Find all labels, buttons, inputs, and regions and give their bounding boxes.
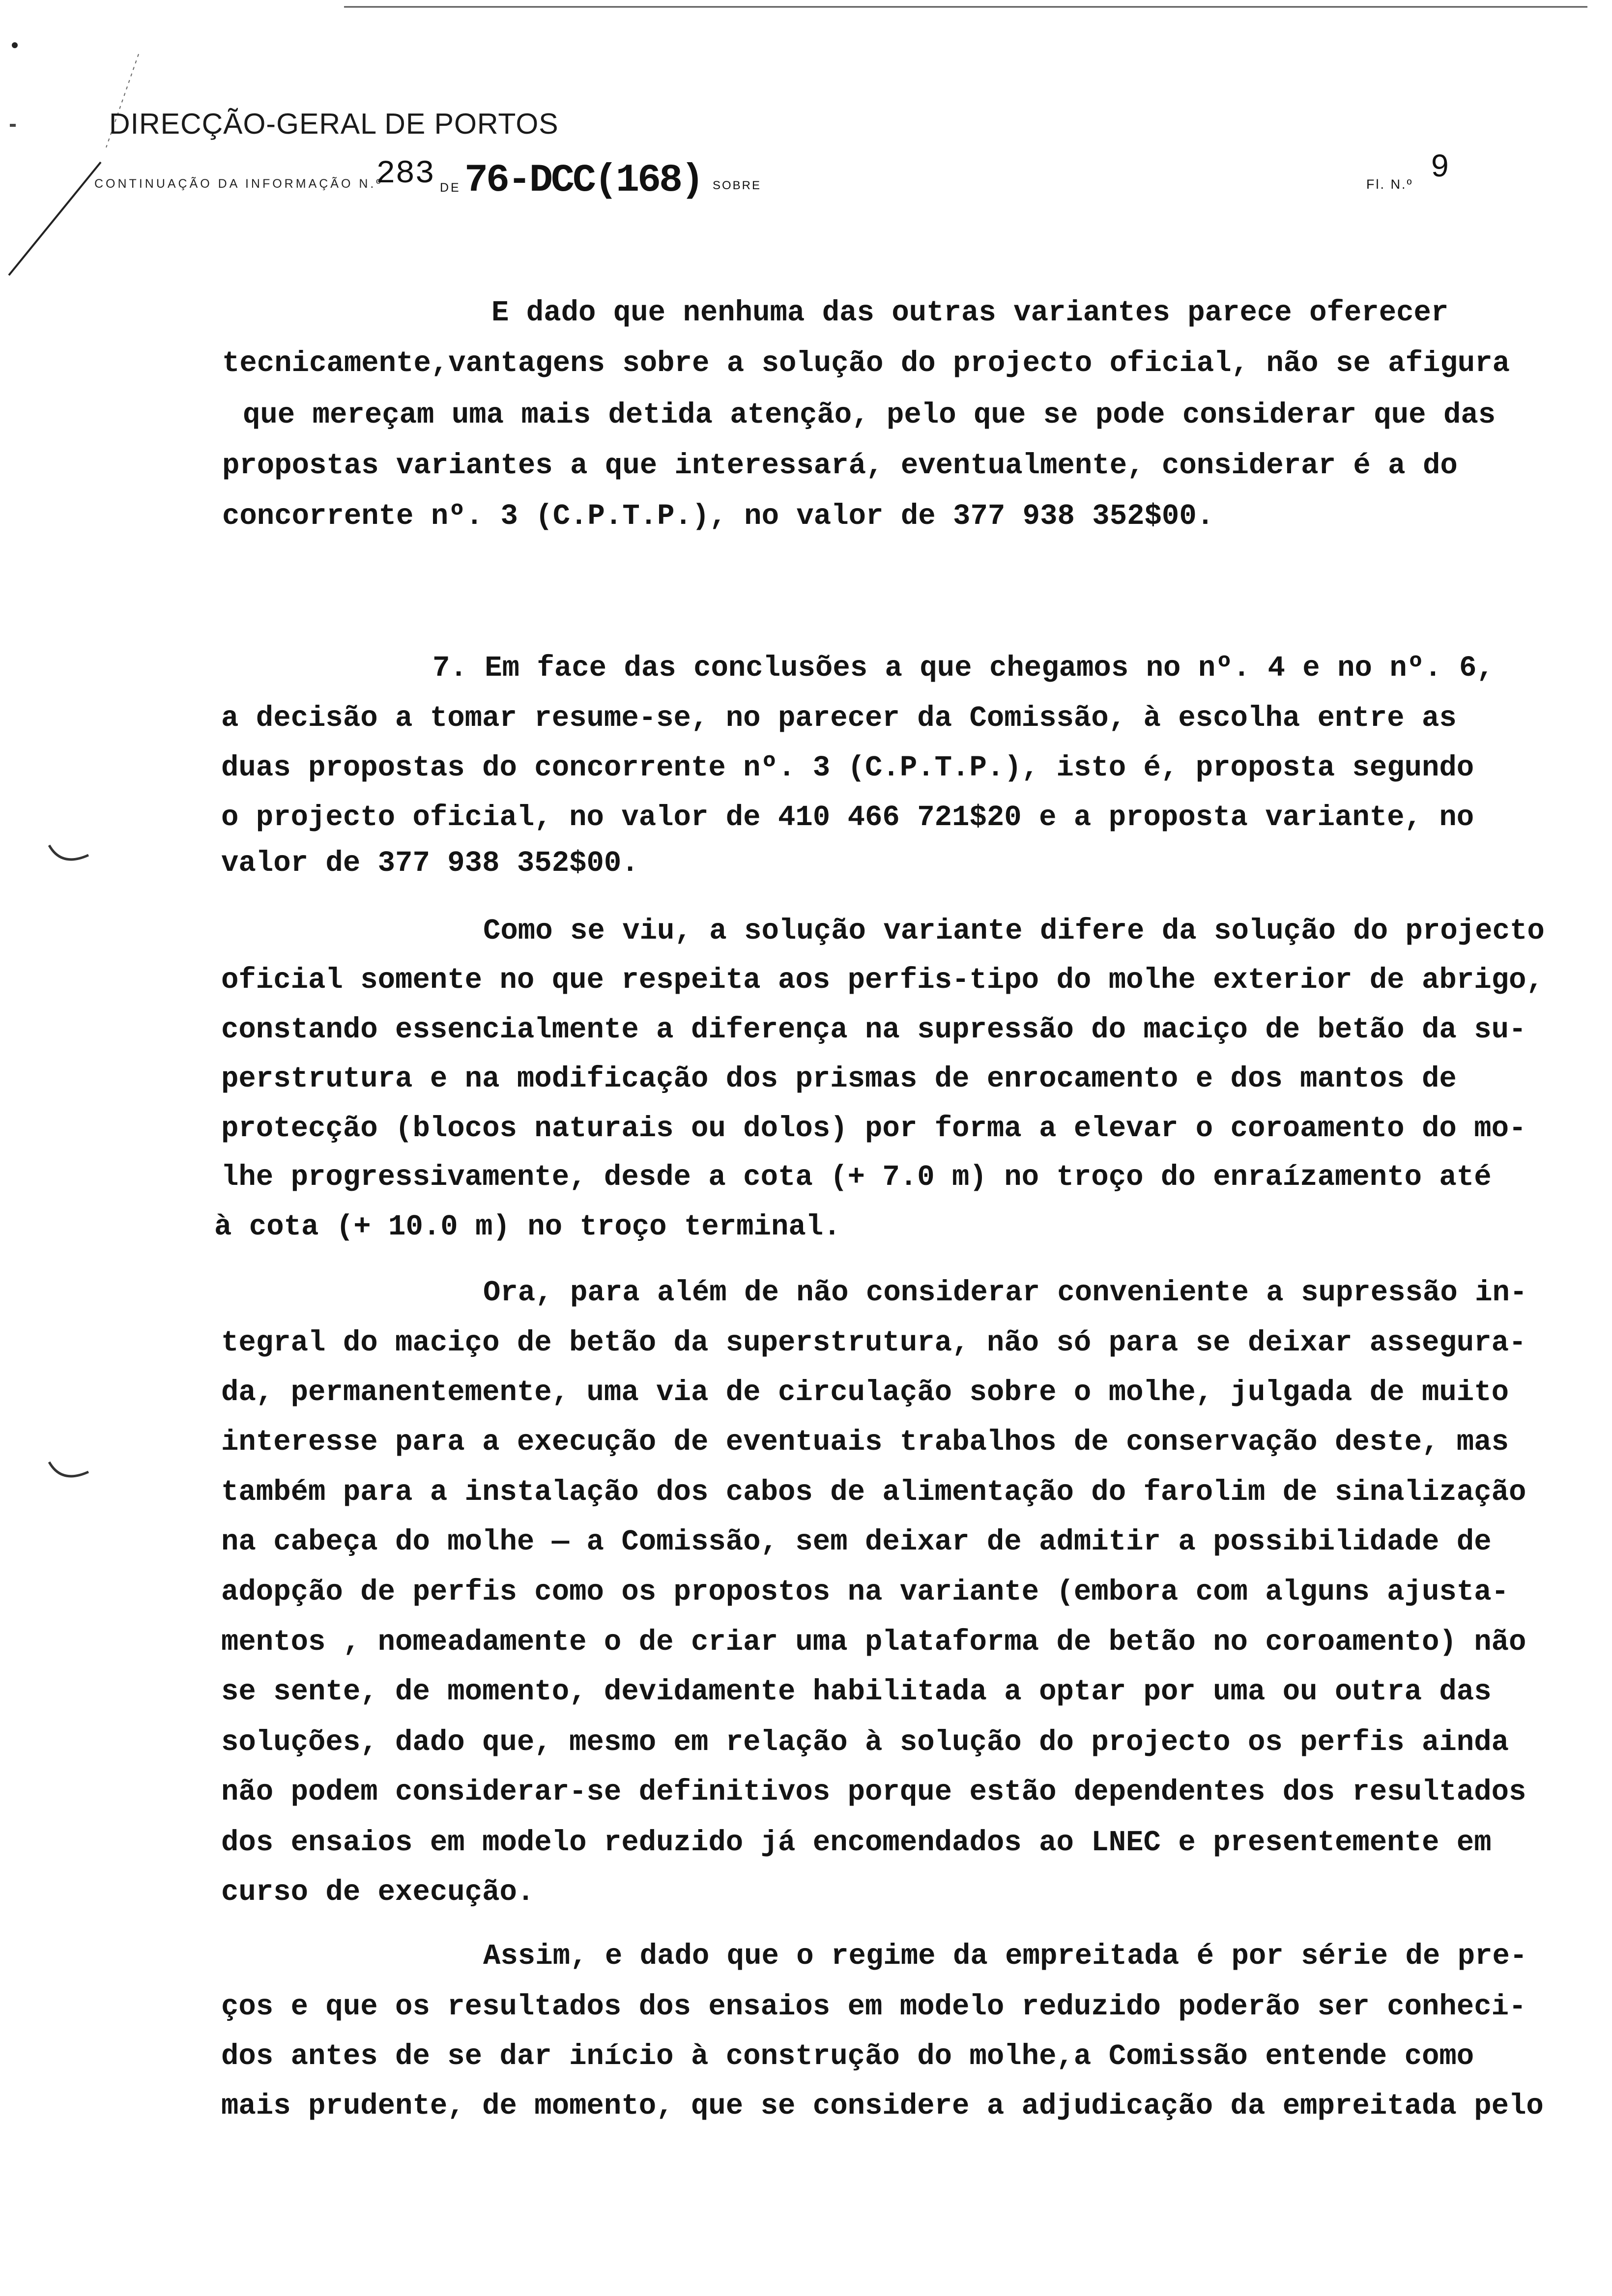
text-line: constando essencialmente a diferença na supressão do maciço de betão da su- — [221, 1013, 1526, 1046]
text-line: duas propostas do concorrente nº. 3 (C.P.T.P.), isto é, proposta segundo — [221, 751, 1474, 784]
margin-slash — [9, 162, 101, 275]
text-line: curso de execução. — [221, 1876, 535, 1909]
continuation-label: CONTINUAÇÃO DA INFORMAÇÃO N.º — [94, 177, 383, 191]
text-line: o projecto oficial, no valor de 410 466 721$20 e a proposta variante, no — [221, 801, 1474, 834]
text-line: mentos , nomeadamente o de criar uma plataforma de betão no coroamento) não — [221, 1626, 1526, 1659]
sobre-label: SOBRE — [713, 179, 762, 192]
text-line: dos ensaios em modelo reduzido já encomendados ao LNEC e presentemente em — [221, 1826, 1492, 1859]
hole-punch-mark — [49, 845, 88, 860]
text-line: tegral do maciço de betão da superstrutura, não só para se deixar assegura- — [221, 1326, 1526, 1359]
text-line: Assim, e dado que o regime da empreitada é por série de pre- — [483, 1940, 1527, 1973]
hole-punch-mark — [49, 1462, 88, 1476]
text-line: adopção de perfis como os propostos na variante (embora com alguns ajusta- — [221, 1576, 1509, 1608]
text-line: se sente, de momento, devidamente habilitada a optar por uma ou outra das — [221, 1675, 1492, 1708]
text-line: lhe progressivamente, desde a cota (+ 7.0 m) no troço do enraízamento até — [221, 1161, 1492, 1194]
text-line: mais prudente, de momento, que se considere a adjudicação da empreitada pelo — [221, 2090, 1544, 2123]
text-line: na cabeça do molhe — a Comissão, sem deixar de admitir a possibilidade de — [221, 1525, 1492, 1558]
text-line: Como se viu, a solução variante difere da solução do projecto — [483, 915, 1545, 947]
text-line: não podem considerar-se definitivos porque estão dependentes dos resultados — [221, 1776, 1526, 1808]
text-line: soluções, dado que, mesmo em relação à solução do projecto os perfis ainda — [221, 1726, 1509, 1759]
text-line: Ora, para além de não considerar conveniente a supressão in- — [483, 1276, 1527, 1309]
text-line: 7. Em face das conclusões a que chegamos no nº. 4 e no nº. 6, — [432, 652, 1494, 685]
text-line: à cota (+ 10.0 m) no troço terminal. — [214, 1210, 841, 1243]
de-label: DE — [440, 181, 461, 195]
document-reference: 76-DCC(168) — [464, 158, 703, 203]
text-line: que mereçam uma mais detida atenção, pelo que se pode considerar que das — [243, 399, 1496, 431]
text-line: a decisão a tomar resume-se, no parecer da Comissão, à escolha entre as — [221, 702, 1457, 735]
letterhead-title: DIRECÇÃO-GERAL DE PORTOS — [109, 108, 559, 140]
text-line: protecção (blocos naturais ou dolos) por forma a elevar o coroamento do mo- — [221, 1112, 1526, 1145]
text-line: da, permanentemente, uma via de circulação sobre o molhe, julgada de muito — [221, 1376, 1509, 1409]
text-line: valor de 377 938 352$00. — [221, 847, 639, 880]
speck — [10, 124, 16, 127]
text-line: dos antes de se dar início à construção do molhe,a Comissão entende como — [221, 2040, 1474, 2073]
text-line: perstrutura e na modificação dos prismas de enrocamento e dos mantos de — [221, 1062, 1457, 1095]
text-line: concorrente nº. 3 (C.P.T.P.), no valor de 377 938 352$00. — [222, 500, 1214, 533]
text-line: propostas variantes a que interessará, eventualmente, considerar é a do — [222, 449, 1458, 482]
info-number: 283 — [376, 155, 434, 192]
text-line: também para a instalação dos cabos de alimentação do farolim de sinalização — [221, 1476, 1526, 1509]
text-line: ços e que os resultados dos ensaios em modelo reduzido poderão ser conheci- — [221, 1990, 1526, 2023]
text-line: oficial somente no que respeita aos perfis-tipo do molhe exterior de abrigo, — [221, 964, 1544, 997]
text-line: E dado que nenhuma das outras variantes parece oferecer — [491, 296, 1449, 329]
page-number: 9 — [1431, 148, 1449, 183]
speck — [12, 42, 18, 48]
text-line: tecnicamente,vantagens sobre a solução do projecto oficial, não se afigura — [222, 347, 1510, 380]
folio-label: Fl. N.º — [1366, 177, 1413, 192]
text-line: interesse para a execução de eventuais trabalhos de conservação deste, mas — [221, 1426, 1509, 1459]
